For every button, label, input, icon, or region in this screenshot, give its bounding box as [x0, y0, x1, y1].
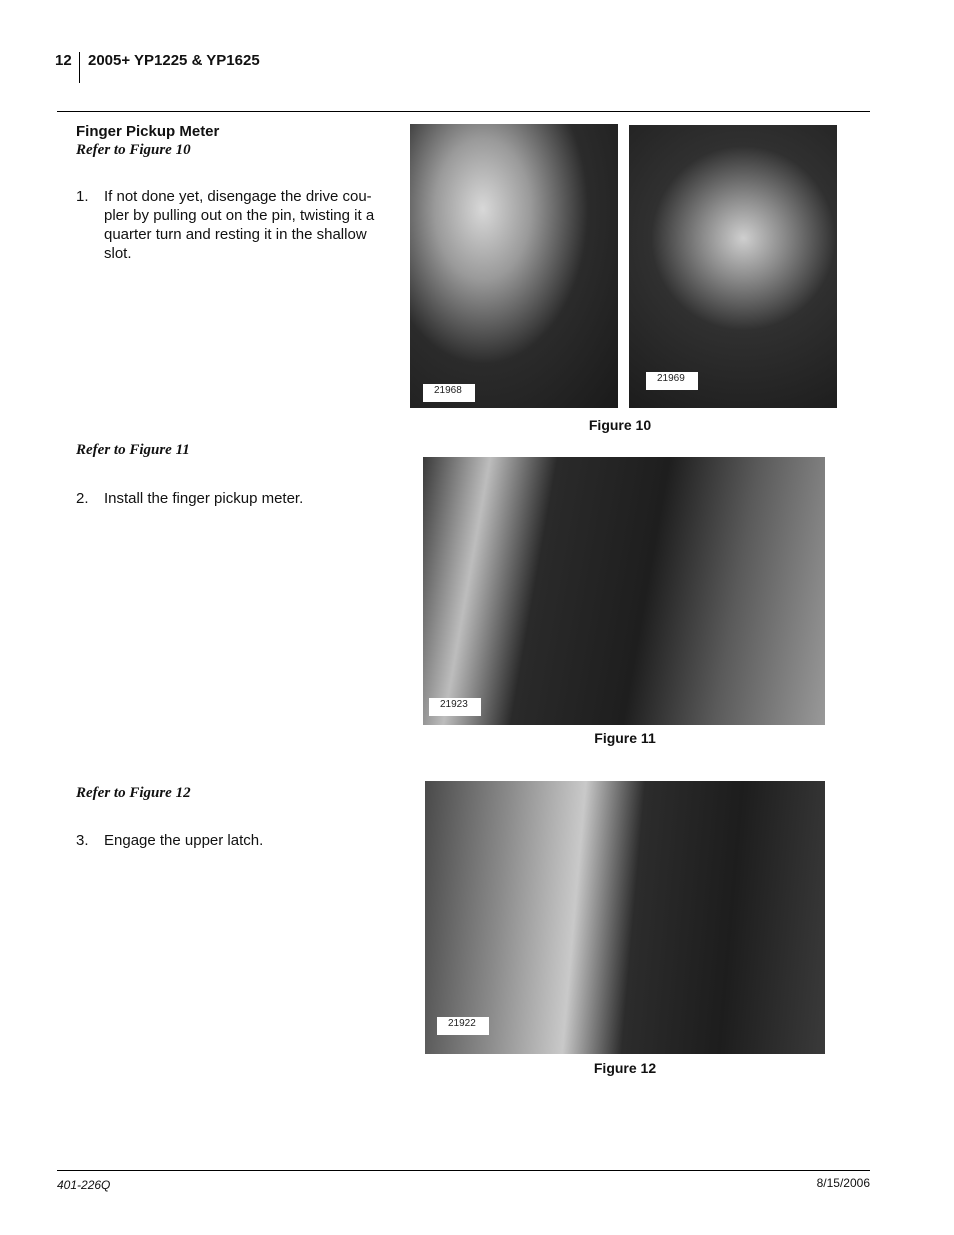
step-1 [76, 187, 396, 267]
figure-10-photo-right [629, 125, 837, 408]
photo-id: 21969 [646, 372, 698, 390]
header-rule [57, 111, 870, 112]
step-number: 2. [76, 490, 89, 507]
figure-caption: Figure 10 [588, 417, 652, 433]
figure-caption: Figure 11 [594, 730, 656, 746]
figure-12-photo [425, 781, 825, 1054]
figure-reference: Refer to Figure 10 [76, 142, 191, 158]
step-text: Engage the upper latch. [104, 832, 264, 849]
figure-11-photo [423, 457, 825, 725]
figure-reference: Refer to Figure 11 [76, 442, 190, 458]
figure-caption: Figure 12 [593, 1060, 657, 1076]
doc-number: 401-226Q [57, 1178, 111, 1192]
section-title: Finger Pickup Meter [76, 123, 220, 140]
page-number: 12 [55, 52, 72, 69]
figure-10-photo-left [410, 124, 618, 408]
photo-id: 21968 [423, 384, 475, 402]
photo-id: 21922 [437, 1017, 489, 1035]
step-number: 3. [76, 832, 89, 849]
step-text: Install the finger pickup meter. [104, 490, 304, 507]
footer-date: 8/15/2006 [816, 1176, 870, 1190]
header-title: 2005+ YP1225 & YP1625 [88, 52, 260, 69]
step-number: 1. [76, 188, 89, 205]
footer-rule [57, 1170, 870, 1171]
step-3 [76, 831, 396, 851]
header-divider [79, 52, 80, 83]
step-2 [76, 489, 396, 509]
step-text: If not done yet, disengage the drive cou-pler by pulling out on the pin, twisting it a quarter turn and resting it in the shallow slot. [104, 188, 375, 262]
photo-id: 21923 [429, 698, 481, 716]
figure-reference: Refer to Figure 12 [76, 785, 191, 801]
